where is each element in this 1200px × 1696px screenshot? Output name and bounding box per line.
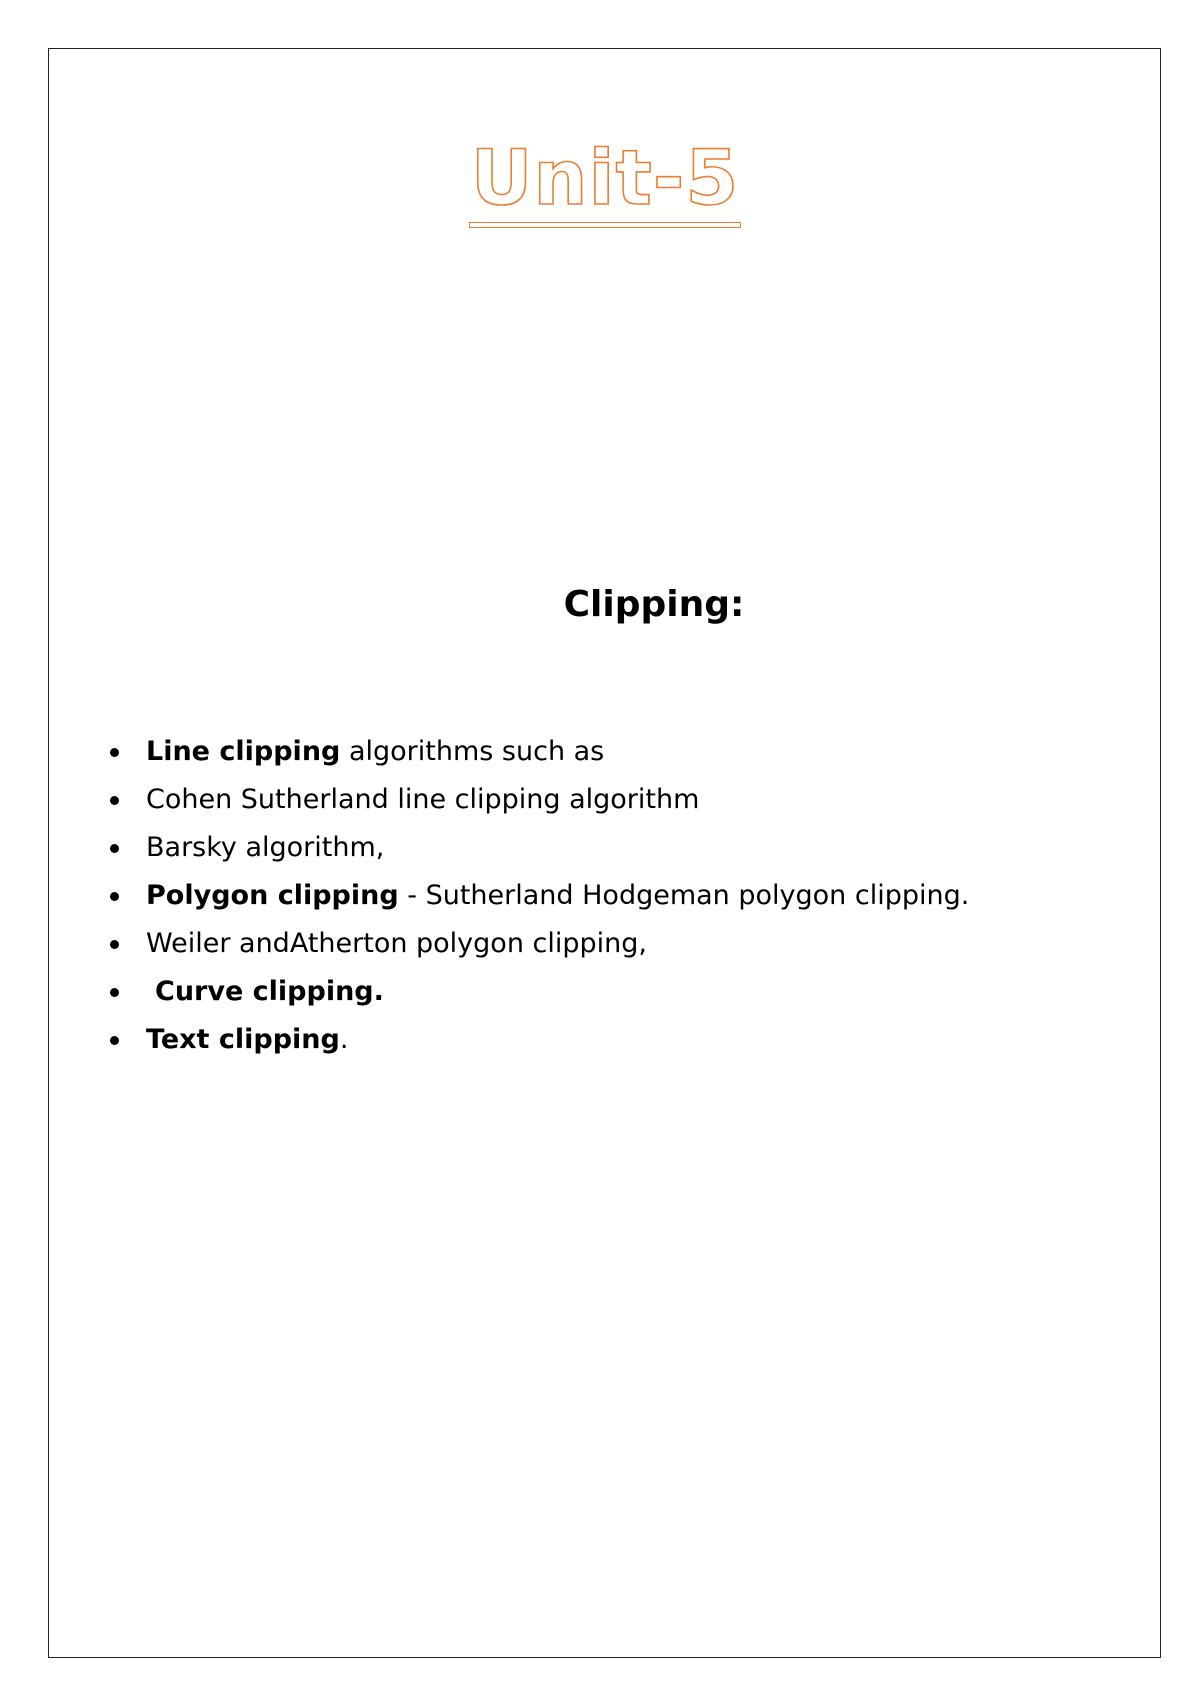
bullet-dot [110, 988, 119, 997]
list-item [108, 728, 969, 776]
unit-title-text: Unit-5 [470, 133, 740, 222]
list-item-text: Weiler andAtherton polygon clipping, [146, 928, 647, 959]
list-item [108, 776, 969, 824]
list-item [108, 968, 969, 1016]
list-item [108, 1016, 969, 1064]
list-item-bold: Curve clipping. [155, 976, 384, 1007]
list-item-text: algorithms such as [340, 736, 605, 767]
unit-title-text-wrap [469, 133, 742, 228]
list-item [108, 872, 969, 920]
unit-title [0, 133, 1200, 228]
bullet-dot [110, 748, 119, 757]
list-item-text: - Sutherland Hodgeman polygon clipping. [398, 880, 970, 911]
bullet-dot [110, 844, 119, 853]
list-item-bold: Text clipping [146, 1024, 340, 1055]
section-heading: Clipping: [563, 584, 745, 625]
bullet-dot [110, 892, 119, 901]
list-item [108, 920, 969, 968]
bullet-list [108, 728, 969, 1064]
list-item-bold: Polygon clipping [146, 880, 399, 911]
list-item-text: . [339, 1024, 349, 1055]
bullet-dot [110, 940, 119, 949]
bullet-dot [110, 796, 119, 805]
list-item-text: Barsky algorithm, [146, 832, 385, 863]
list-item-bold: Line clipping [146, 736, 341, 767]
unit-title-underline [469, 222, 742, 228]
bullet-dot [110, 1036, 119, 1045]
list-item [108, 824, 969, 872]
list-item-text: Cohen Sutherland line clipping algorithm [146, 784, 700, 815]
